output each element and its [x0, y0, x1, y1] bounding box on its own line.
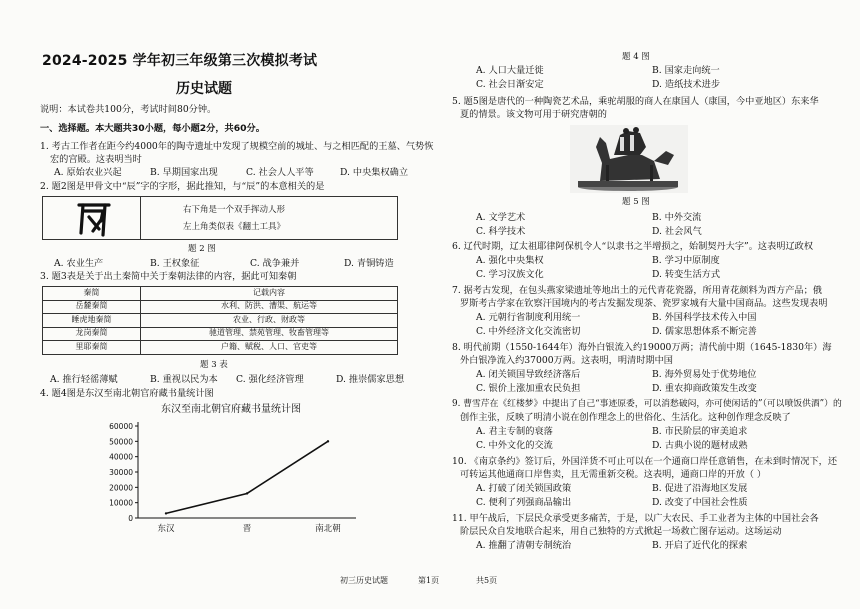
- q2-caption: 题 2 图: [188, 244, 216, 254]
- table-cell: 水利、防洪、漕渠、航运等: [141, 300, 398, 314]
- subject-title: 历史试题: [176, 81, 232, 97]
- q6-stem: 6. 辽代时期，辽太祖耶律阿保机令人“以隶书之半增损之，始制契丹大字”。这表明辽政权: [452, 241, 814, 252]
- q2-option-b[interactable]: B. 王权象征: [150, 258, 200, 269]
- exam-title: 2024-2025 学年初三年级第三次模拟考试: [42, 53, 318, 69]
- table-cell: 岳麓秦简: [43, 300, 141, 314]
- q10-option-c[interactable]: C. 便利了列强商品输出: [476, 497, 572, 508]
- q10-stem-1: 10. 《南京条约》签订后，外国洋货不可止可以在一个通商口岸任意销售，在未到时情况下，还: [452, 456, 838, 467]
- q3-header-cell: 秦简: [43, 287, 141, 301]
- q3-option-b[interactable]: B. 重视以民为本: [150, 374, 218, 385]
- q9-option-c[interactable]: C. 中外文化的交流: [476, 440, 553, 451]
- q2-option-a[interactable]: A. 农业生产: [54, 258, 104, 269]
- y-tick-label: 20000: [109, 483, 133, 493]
- y-tick-label: 10000: [109, 498, 133, 508]
- chart-title: 东汉至南北朝官府藏书量统计图: [161, 404, 301, 415]
- y-tick-label: 50000: [109, 437, 133, 447]
- q11-option-b[interactable]: B. 开启了近代化的探索: [652, 540, 748, 551]
- oracle-glyph-chen: [43, 197, 141, 241]
- q9-stem-2: 创作主张，反映了明清小说在创作理念上的世俗化、生活化。这种创作理念反映了: [460, 412, 791, 423]
- q1-option-a[interactable]: A. 原始农业兴起: [54, 167, 122, 178]
- table-cell: 龙岗秦简: [43, 327, 141, 341]
- q10-stem-2: 可转运其他通商口岸售卖，且无需重新交税。这表明，通商口岸的开放（ ）: [460, 469, 767, 480]
- table-cell: 户籍、赋税、人口、官吏等: [141, 341, 398, 355]
- table-cell: 驰道管理、禁苑管理、牧畜管理等: [141, 327, 398, 341]
- q5-option-d[interactable]: D. 社会风气: [652, 226, 702, 237]
- table-cell: 农业、行政、财政等: [141, 314, 398, 328]
- q9-option-d[interactable]: D. 古典小说的题材成熟: [652, 440, 748, 451]
- q3-option-d[interactable]: D. 推崇儒家思想: [336, 374, 405, 385]
- q8-option-c[interactable]: C. 银价上涨加重农民负担: [476, 383, 581, 394]
- q3-table-header: [43, 287, 398, 301]
- data-point: [327, 440, 329, 442]
- q6-option-a[interactable]: A. 强化中央集权: [476, 255, 544, 266]
- q7-option-a[interactable]: A. 元朝行省制度利用统一: [476, 312, 581, 323]
- q9-option-a[interactable]: A. 君主专制的衰落: [476, 426, 553, 437]
- q2-option-c[interactable]: C. 战争兼并: [250, 258, 300, 269]
- q8-option-a[interactable]: A. 闭关锁国导致经济落后: [476, 369, 581, 380]
- q10-option-b[interactable]: B. 促进了沿海地区发展: [652, 483, 748, 494]
- table-cell: 睡虎地秦简: [43, 314, 141, 328]
- y-tick-label: 40000: [109, 452, 133, 462]
- footer-page-number: 第1页: [418, 576, 440, 585]
- q2-glyph-cell: [43, 197, 141, 239]
- q5-option-a[interactable]: A. 文学艺术: [476, 212, 526, 223]
- q7-stem-2: 罗斯考古学家在钦察汗国境内的考古发掘发现茶、瓷罗家城有大量中国商品。这些发现表明: [460, 298, 828, 309]
- q2-option-d[interactable]: D. 青铜铸造: [344, 258, 394, 269]
- q3-table: [42, 286, 398, 355]
- q1-stem-2: 宏的宫殿。这表明当时: [50, 154, 142, 165]
- q1-option-d[interactable]: D. 中央集权确立: [340, 167, 409, 178]
- q5-stem-2: 夏的情景。该文物可用于研究唐朝的: [460, 109, 607, 120]
- q2-note-2: 左上角类似表《翻土工具》: [183, 222, 286, 232]
- q10-option-d[interactable]: D. 改变了中国社会性质: [652, 497, 748, 508]
- q5-caption: 题 5 图: [622, 197, 650, 207]
- exam-note: 说明：本试卷共100分，考试时间80分钟。: [40, 104, 217, 115]
- x-tick-label: 东汉: [157, 524, 175, 534]
- q4-option-d[interactable]: D. 造纸技术进步: [652, 79, 721, 90]
- q3-header-cell: 记载内容: [141, 287, 398, 301]
- table-cell: 里耶秦简: [43, 341, 141, 355]
- x-tick-label: 南北朝: [315, 524, 341, 534]
- q3-option-c[interactable]: C. 强化经济管理: [236, 374, 304, 385]
- q6-option-b[interactable]: B. 学习中原制度: [652, 255, 720, 266]
- q4-option-a[interactable]: A. 人口大量迁徙: [476, 65, 544, 76]
- table-row: [43, 300, 398, 314]
- q4-option-b[interactable]: B. 国家走向统一: [652, 65, 720, 76]
- q6-option-c[interactable]: C. 学习汉族文化: [476, 269, 544, 280]
- q3-stem: 3. 题3表是关于出土秦简中关于秦朝法律的内容，据此可知秦朝: [40, 271, 297, 282]
- q9-stem-1: 9. 曹雪芹在《红楼梦》中提出了自己“事迹原委，可以消愁破闷，亦可使闲话的”（可以喷饭供酒”）的: [452, 399, 842, 409]
- data-point: [165, 512, 167, 514]
- q5-option-c[interactable]: C. 科学技术: [476, 226, 526, 237]
- series-line: [166, 441, 328, 513]
- tang-camel-figurine-image: [570, 125, 688, 193]
- q2-figure: [42, 196, 398, 240]
- section-heading: 一、选择题。本大题共30小题，每小题2分，共60分。: [40, 123, 265, 134]
- q5-option-b[interactable]: B. 中外交流: [652, 212, 702, 223]
- footer-exam-name: 初三历史试题: [340, 576, 388, 585]
- q9-option-b[interactable]: B. 市民阶层的审美追求: [652, 426, 748, 437]
- q11-option-a[interactable]: A. 推翻了清朝专制统治: [476, 540, 572, 551]
- q8-stem-2: 外白银净流入约37000万两。这表明，明清时期中国: [460, 355, 673, 366]
- q7-option-c[interactable]: C. 中外经济文化交流密切: [476, 326, 581, 337]
- footer-total-pages: 共5页: [476, 576, 498, 585]
- y-tick-label: 30000: [109, 468, 133, 477]
- y-tick-label: 0: [128, 514, 133, 523]
- x-tick-label: 晋: [242, 524, 252, 534]
- q8-option-b[interactable]: B. 海外贸易处于优势地位: [652, 369, 757, 380]
- q6-option-d[interactable]: D. 转变生活方式: [652, 269, 721, 280]
- q11-stem-2: 阶层民众自发地联合起来，用自己独特的方式掀起一场救亡图存运动。这场运动: [460, 526, 782, 537]
- q10-option-a[interactable]: A. 打破了闭关锁国政策: [476, 483, 572, 494]
- y-tick-label: 60000: [109, 422, 133, 431]
- q3-caption: 题 3 表: [200, 360, 228, 370]
- q5-stem-1: 5. 题5图是唐代的一种陶瓷艺术品，乘驼胡服的商人在康国人（康国，今中亚地区）东来华: [452, 96, 819, 107]
- q2-stem: 2. 题2图是甲骨文中“辰”字的字形，据此推知，与“辰”的本意相关的是: [40, 181, 325, 192]
- q4-option-c[interactable]: C. 社会日渐安定: [476, 79, 544, 90]
- q7-option-d[interactable]: D. 儒家思想体系不断完善: [652, 326, 757, 337]
- q1-option-b[interactable]: B. 早期国家出现: [150, 167, 218, 178]
- q4-stem: 4. 题4图是东汉至南北朝官府藏书量统计图: [40, 388, 214, 399]
- table-row: [43, 341, 398, 355]
- q8-option-d[interactable]: D. 重农抑商政策发生改变: [652, 383, 757, 394]
- q3-option-a[interactable]: A. 推行轻徭薄赋: [50, 374, 118, 385]
- q4-caption: 题 4 图: [622, 52, 650, 62]
- q1-stem-1: 1. 考古工作者在距今约4000年的陶寺遗址中发现了规模空前的城址、与之相匹配的王墓、气势恢: [40, 141, 434, 152]
- table-row: [43, 314, 398, 328]
- q7-option-b[interactable]: B. 外国科学技术传入中国: [652, 312, 757, 323]
- q2-note-1: 右下角是一个双手挥动人形: [183, 205, 286, 215]
- q8-stem-1: 8. 明代前期（1550-1644年）海外白银流入约19000万两；清代前中期（1645-1830年）海: [452, 342, 832, 353]
- table-row: [43, 327, 398, 341]
- q1-option-c[interactable]: C. 社会人人平等: [246, 167, 314, 178]
- data-point: [246, 492, 248, 494]
- q4-line-chart: [86, 400, 376, 545]
- q7-stem-1: 7. 据考古发现，在包头燕家梁遗址等地出土的元代青花瓷器，所用青花颜料为西方产品；俄: [452, 285, 822, 296]
- q11-stem-1: 11. 甲午战后，下层民众承受更多痛苦，于是，以广大农民、手工业者为主体的中国社会各: [452, 513, 819, 524]
